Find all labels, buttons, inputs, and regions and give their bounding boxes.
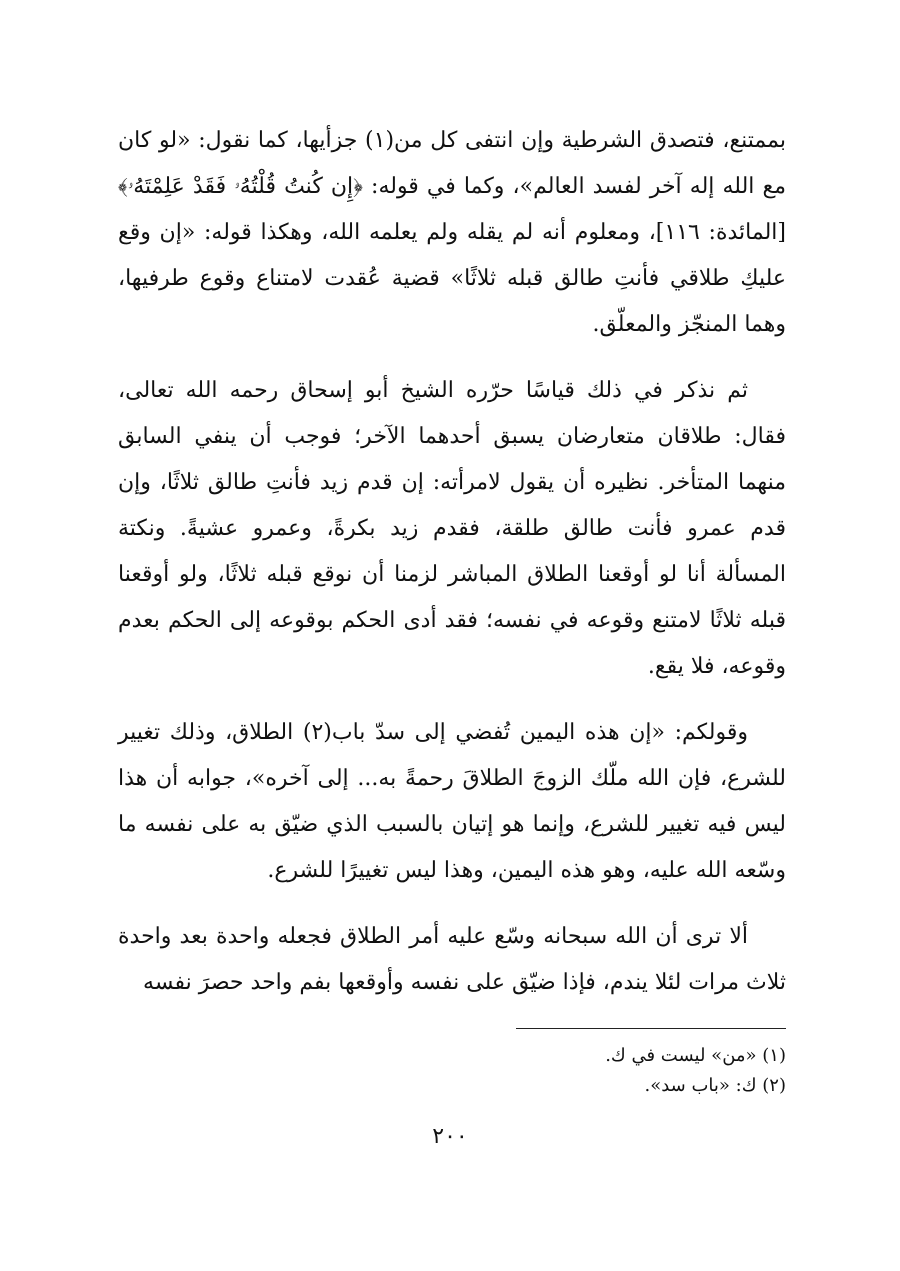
paragraph-2: ثم نذكر في ذلك قياسًا حرّره الشيخ أبو إسحاق رحمه الله تعالى، فقال: طلاقان متعارضان يسبق أحدهما الآخر؛ فوجب أن ينفي السابق منهما المتأخر. نظيره أن يقول لامرأته: إن قدم زيد فأنتِ طالق ثلاثًا، وإن قدم عمرو فأنت طالق طلقة، فقدم زيد بكرةً، وعمرو عشيةً. ونكتة المسألة أنا لو أوقعنا الطلاق المباشر لزمنا أن نوقع قبله ثلاثًا، ولو أوقعنا قبله ثلاثًا لامتنع وقوعه في نفسه؛ فقد أدى الحكم بوقوعه إلى الحكم بعدم وقوعه، فلا يقع. <box>118 378 786 679</box>
footnotes <box>118 1028 786 1101</box>
footnote-1: (١) «من» ليست في ك. <box>605 1045 786 1066</box>
paragraph-4: ألا ترى أن الله سبحانه وسّع عليه أمر الطلاق فجعله واحدة بعد واحدة ثلاث مرات لئلا يندم، فإذا ضيّق على نفسه وأوقعها بفم واحد حصرَ نفسه <box>118 924 786 995</box>
page-number: ٢٠٠ <box>432 1124 468 1149</box>
paragraph-1: بممتنع، فتصدق الشرطية وإن انتفى كل من(١) جزأيها، كما نقول: «لو كان مع الله إله آخر لفسد العالم»، وكما في قوله: ﴿إِن كُنتُ قُلْتُهُۥ فَقَدْ عَلِمْتَهُۥ﴾ [المائدة: ١١٦]، ومعلوم أنه لم يقله ولم يعلمه الله، وهكذا قوله: «إن وقع عليكِ طلاقي فأنتِ طالق قبله ثلاثًا» قضية عُقدت لامتناع وقوع طرفيها، وهما المنجّز والمعلّق. <box>118 128 786 337</box>
footnote-divider <box>516 1028 786 1029</box>
paragraph-3: وقولكم: «إن هذه اليمين تُفضي إلى سدّ باب(٢) الطلاق، وذلك تغيير للشرع، فإن الله ملّك الزوجَ الطلاقَ رحمةً به... إلى آخره»، جوابه أن هذا ليس فيه تغيير للشرع، وإنما هو إتيان بالسبب الذي ضيّق به على نفسه ما وسّعه الله عليه، وهو هذه اليمين، وهذا ليس تغييرًا للشرع. <box>118 720 786 883</box>
footnote-2: (٢) ك: «باب سد». <box>644 1075 786 1096</box>
page-body <box>118 118 786 1006</box>
